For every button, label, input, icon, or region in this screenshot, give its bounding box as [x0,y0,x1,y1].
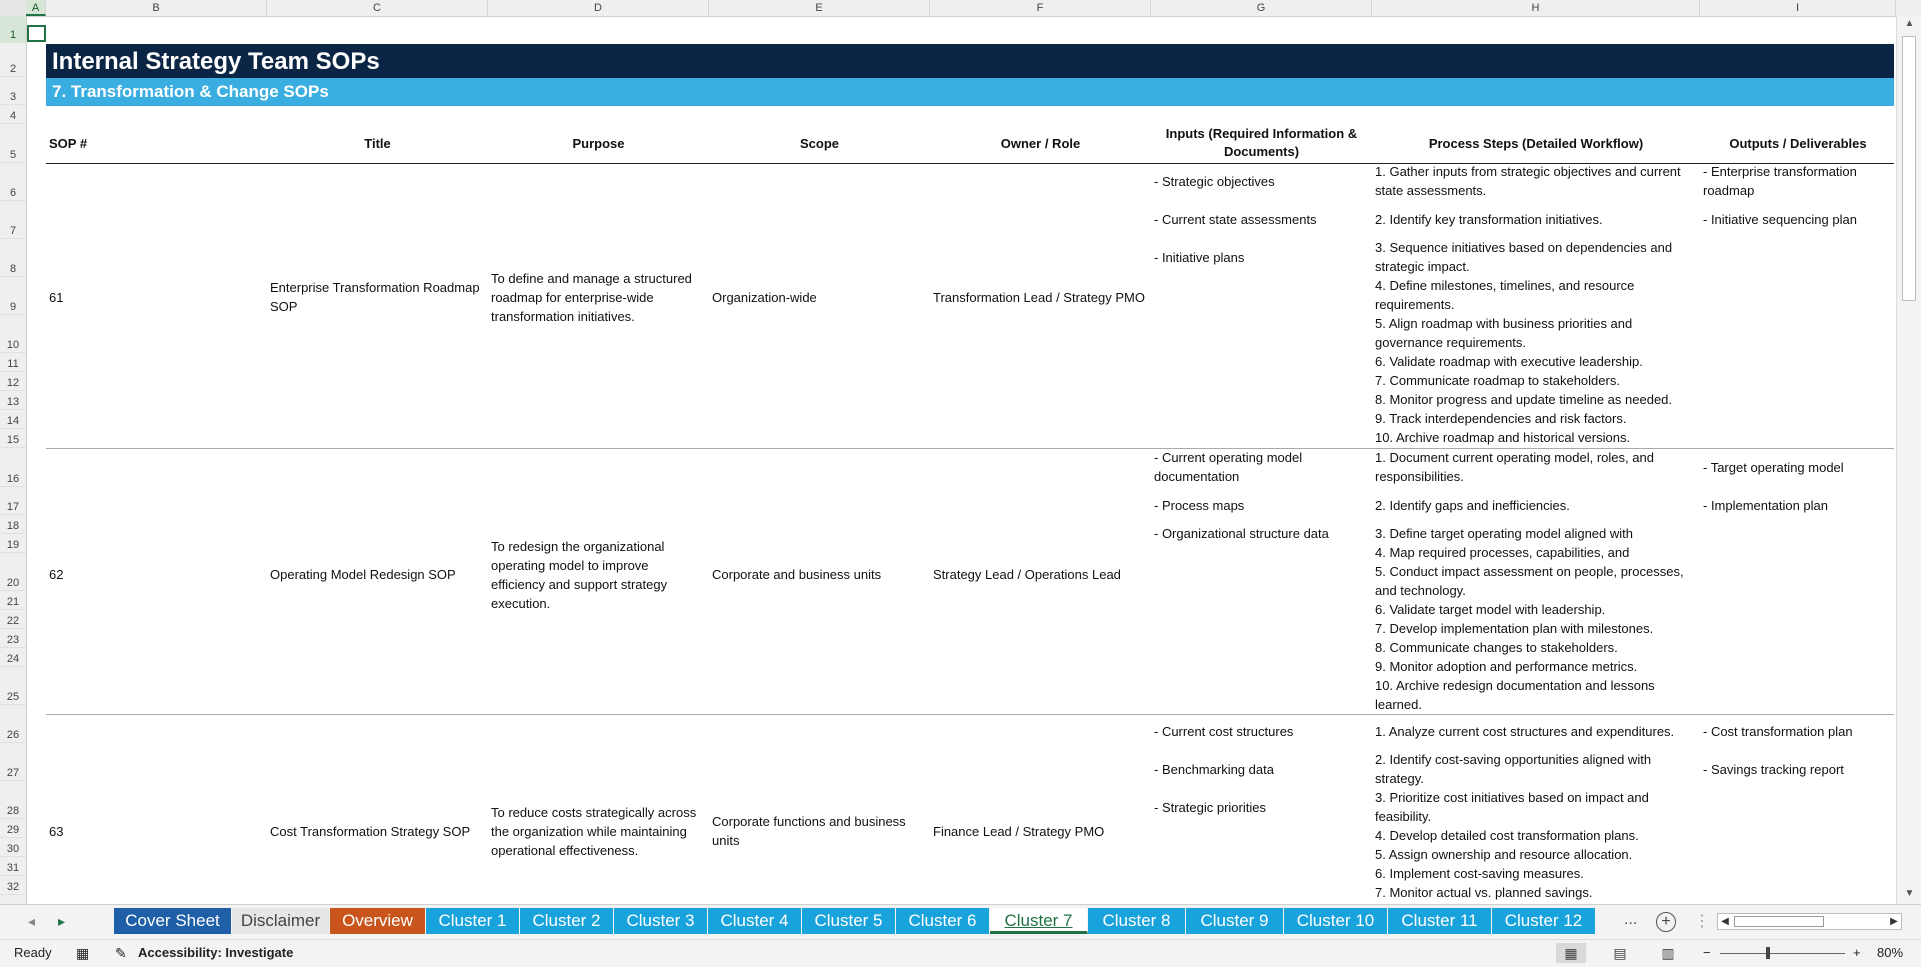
row-header[interactable]: 9 [0,277,26,315]
cell-scope[interactable]: Corporate and business units [712,566,882,582]
horizontal-scrollbar[interactable] [1717,913,1902,930]
row-header[interactable]: 1 [0,16,26,43]
row-header[interactable]: 31 [0,857,26,876]
sheet-tab-bar [0,904,1921,940]
header-sop-number: SOP # [49,136,88,151]
cell-input[interactable]: - Current operating model documentation [1154,450,1303,484]
row-header[interactable]: 20 [0,553,26,591]
row-header[interactable]: 32 [0,876,26,895]
accessibility-status[interactable]: Accessibility: Investigate [138,945,294,960]
row-header[interactable]: 29 [0,819,26,838]
column-header-g[interactable]: G [1151,0,1372,16]
zoom-slider-handle[interactable] [1766,947,1770,959]
cell-process-step[interactable]: 1. Analyze current cost structures and expenditures. [1375,724,1675,739]
sheet-tab-cluster-10[interactable]: Cluster 10 [1284,908,1388,934]
cell-input[interactable]: - Strategic priorities [1154,800,1266,815]
tab-scroll-left-icon[interactable]: ◂ [28,913,36,929]
row-header[interactable]: 5 [0,124,26,163]
cell-process-step[interactable]: 5. Assign ownership and resource allocation. [1375,847,1633,862]
row-header[interactable]: 26 [0,705,26,743]
column-header-h[interactable]: H [1372,0,1700,16]
column-header-f[interactable]: F [930,0,1151,16]
cell-sop-number[interactable]: 61 [49,289,64,305]
cell-process-step[interactable]: 1. Gather inputs from strategic objectives and current state assessments. [1375,164,1681,198]
column-header-i[interactable]: I [1700,0,1896,16]
zoom-slider[interactable] [1720,953,1845,954]
row-header[interactable]: 25 [0,667,26,705]
sheet-tab-cluster-6[interactable]: Cluster 6 [896,908,990,934]
macro-record-icon[interactable]: ▦ [76,945,90,961]
sheet-tab-overview[interactable]: Overview [330,908,426,934]
cell-owner[interactable]: Transformation Lead / Strategy PMO [933,289,1145,305]
row-header[interactable]: 15 [0,429,26,448]
row-header[interactable]: 22 [0,610,26,629]
cell-sop-number[interactable]: 63 [49,823,64,839]
row-header[interactable]: 24 [0,648,26,667]
cell-process-step[interactable]: 3. Prioritize cost initiatives based on impact and feasibility. [1375,790,1649,824]
cell-process-step[interactable]: 4. Develop detailed cost transformation plans. [1375,828,1639,843]
cell-owner[interactable]: Finance Lead / Strategy PMO [933,823,1105,839]
row-header[interactable]: 4 [0,105,26,124]
cell-process-step[interactable]: 5. Align roadmap with business priorities and governance requirements. [1375,316,1633,350]
page-break-view-icon[interactable]: ▥ [1661,945,1675,961]
header-scope: Scope [799,136,839,151]
header-process-steps: Process Steps (Detailed Workflow) [1428,136,1644,151]
cell-title[interactable]: Cost Transformation Strategy SOP [270,823,471,839]
row-header-strip [0,16,27,904]
sheet-tab-cluster-1[interactable]: Cluster 1 [426,908,520,934]
select-all-corner[interactable] [0,0,27,16]
header-outputs: Outputs / Deliverables [1729,136,1867,151]
row-header[interactable]: 16 [0,448,26,487]
zoom-level[interactable]: 80% [1877,945,1904,960]
header-title: Title [364,136,391,151]
page-layout-view-icon[interactable]: ▤ [1613,945,1627,961]
status-bar [0,939,1921,967]
scroll-down-icon[interactable]: ▼ [1904,888,1915,899]
horizontal-scroll-thumb[interactable] [1734,916,1824,927]
zoom-in-button[interactable]: + [1853,945,1861,960]
accessibility-icon[interactable]: ✎ [115,945,127,961]
cell-input[interactable]: - Current state assessments [1154,212,1317,227]
header-owner: Owner / Role [1000,136,1081,151]
cell-title[interactable]: Enterprise Transformation Roadmap SOP [270,280,480,314]
cell-process-step[interactable]: 7. Communicate roadmap to stakeholders. [1375,373,1620,388]
sheet-tab-disclaimer[interactable]: Disclaimer [232,908,330,934]
vertical-scroll-thumb[interactable] [1902,36,1916,301]
tab-scroll-right-icon[interactable]: ▸ [58,913,66,929]
row-header[interactable]: 23 [0,629,26,648]
sheet-tab-cluster-8[interactable]: Cluster 8 [1088,908,1186,934]
column-header-b[interactable]: B [46,0,267,16]
cell-process-step[interactable]: 5. Conduct impact assessment on people, processes, and technology. [1375,564,1684,598]
cell-process-step[interactable]: 9. Monitor adoption and performance metrics. [1375,659,1638,674]
row-header[interactable]: 19 [0,534,26,553]
row-header[interactable]: 18 [0,515,26,534]
cell-process-step[interactable]: 1. Document current operating model, roles, and responsibilities. [1375,450,1654,484]
row-header[interactable]: 11 [0,353,26,372]
cell-process-step[interactable]: 10. Archive roadmap and historical versions. [1375,430,1631,445]
row-header[interactable]: 30 [0,838,26,857]
cell-process-step[interactable]: 2. Identify gaps and inefficiencies. [1375,498,1570,513]
cell-output[interactable]: - Target operating model [1703,460,1844,475]
column-header-d[interactable]: D [488,0,709,16]
cell-output[interactable]: - Savings tracking report [1703,762,1844,777]
cell-process-step[interactable]: 9. Track interdependencies and risk factors. [1375,411,1627,426]
row-header[interactable]: 17 [0,487,26,515]
active-cell-a1[interactable] [27,25,46,42]
row-header[interactable]: 8 [0,239,26,277]
cell-output[interactable]: - Implementation plan [1703,498,1829,513]
cell-owner[interactable]: Strategy Lead / Operations Lead [933,566,1121,582]
row-header[interactable]: 7 [0,201,26,239]
column-header-a[interactable]: A [26,0,46,16]
sheet-tab-cluster-2[interactable]: Cluster 2 [520,908,614,934]
cell-process-step[interactable]: 2. Identify key transformation initiatives. [1375,212,1603,227]
cell-process-step[interactable]: 2. Identify cost-saving opportunities aligned with strategy. [1375,752,1652,786]
column-header-e[interactable]: E [709,0,930,16]
column-header-c[interactable]: C [267,0,488,16]
cell-input[interactable]: - Strategic objectives [1154,174,1275,189]
row-header[interactable]: 10 [0,315,26,353]
cell-purpose[interactable]: To define and manage a structured roadmap for enterprise-wide transformation initiatives. [491,270,692,324]
row-header[interactable]: 27 [0,743,26,781]
header-inputs: Inputs (Required Information & Documents) [1165,126,1358,159]
sheet-tab-cluster-9[interactable]: Cluster 9 [1186,908,1284,934]
worksheet-grid[interactable] [27,17,1894,904]
cell-process-step[interactable]: 3. Define target operating model aligned with [1375,526,1633,541]
sheet-tab-cluster-3[interactable]: Cluster 3 [614,908,708,934]
row-header[interactable]: 21 [0,591,26,610]
cell-scope[interactable]: Organization-wide [712,289,817,305]
scroll-right-icon[interactable]: ▶ [1890,916,1898,927]
cell-output[interactable]: - Initiative sequencing plan [1703,212,1857,227]
cell-input[interactable]: - Benchmarking data [1154,762,1274,777]
cell-scope[interactable]: Corporate functions and business units [712,814,906,848]
sheet-tab-cover-sheet[interactable]: Cover Sheet [114,908,232,934]
row-header[interactable]: 6 [0,163,26,201]
add-sheet-icon[interactable]: + [1656,912,1676,932]
cell-process-step[interactable]: 7. Monitor actual vs. planned savings. [1375,885,1593,900]
cell-process-step[interactable]: 6. Validate roadmap with executive leadership. [1375,354,1643,369]
cell-process-step[interactable]: 8. Communicate changes to stakeholders. [1375,640,1618,655]
cell-process-step[interactable]: 6. Validate target model with leadership. [1375,602,1606,617]
cell-input[interactable]: - Initiative plans [1154,250,1245,265]
row-header[interactable]: 2 [0,43,26,77]
cell-purpose[interactable]: To redesign the organizational operating model to improve efficiency and support strategy execution. [491,539,668,611]
tab-split-handle-icon[interactable]: ⋮ [1694,913,1710,930]
ready-status: Ready [14,945,52,960]
scroll-left-icon[interactable]: ◀ [1721,916,1729,927]
cell-output[interactable]: - Enterprise transformation roadmap [1703,164,1857,198]
cell-process-step[interactable]: 10. Archive redesign documentation and lessons learned. [1375,678,1655,712]
cell-process-step[interactable]: 4. Map required processes, capabilities, and [1375,545,1630,560]
sheet-tab-cluster-4[interactable]: Cluster 4 [708,908,802,934]
sheet-tab-cluster-5[interactable]: Cluster 5 [802,908,896,934]
more-tabs-button[interactable]: ... [1624,911,1638,928]
cell-process-step[interactable]: 7. Develop implementation plan with milestones. [1375,621,1654,636]
cell-sop-number[interactable]: 62 [49,566,64,582]
cell-input[interactable]: - Organizational structure data [1154,526,1329,541]
normal-view-icon[interactable]: ▦ [1556,943,1586,963]
row-header[interactable]: 12 [0,372,26,391]
column-header-strip [0,0,1921,17]
row-separator [46,714,1894,715]
cell-input[interactable]: - Process maps [1154,498,1245,513]
sheet-tab-cluster-7[interactable]: Cluster 7 [990,908,1088,934]
cell-process-step[interactable]: 8. Monitor progress and update timeline as needed. [1375,392,1673,407]
row-header[interactable]: 13 [0,391,26,410]
header-purpose: Purpose [572,136,625,151]
cell-output[interactable]: - Cost transformation plan [1703,724,1853,739]
cell-purpose[interactable]: To reduce costs strategically across the organization while maintaining operational effectiveness. [491,804,697,858]
cell-title[interactable]: Operating Model Redesign SOP [270,566,456,582]
cell-process-step[interactable]: 4. Define milestones, timelines, and resource requirements. [1375,278,1635,312]
row-header[interactable]: 14 [0,410,26,429]
sheet-tab-cluster-12[interactable]: Cluster 12 [1492,908,1596,934]
zoom-out-button[interactable]: − [1703,945,1711,960]
cell-input[interactable]: - Current cost structures [1154,724,1294,739]
section-subtitle: 7. Transformation & Change SOPs [46,78,1894,106]
row-header[interactable]: 28 [0,781,26,819]
cell-process-step[interactable]: 6. Implement cost-saving measures. [1375,866,1584,881]
scroll-up-icon[interactable]: ▲ [1904,18,1915,29]
cell-process-step[interactable]: 3. Sequence initiatives based on dependencies and strategic impact. [1375,240,1673,274]
vertical-scrollbar[interactable] [1896,16,1921,904]
sheet-title: Internal Strategy Team SOPs [46,44,1894,78]
row-header[interactable]: 3 [0,77,26,105]
sheet-tab-cluster-11[interactable]: Cluster 11 [1388,908,1492,934]
